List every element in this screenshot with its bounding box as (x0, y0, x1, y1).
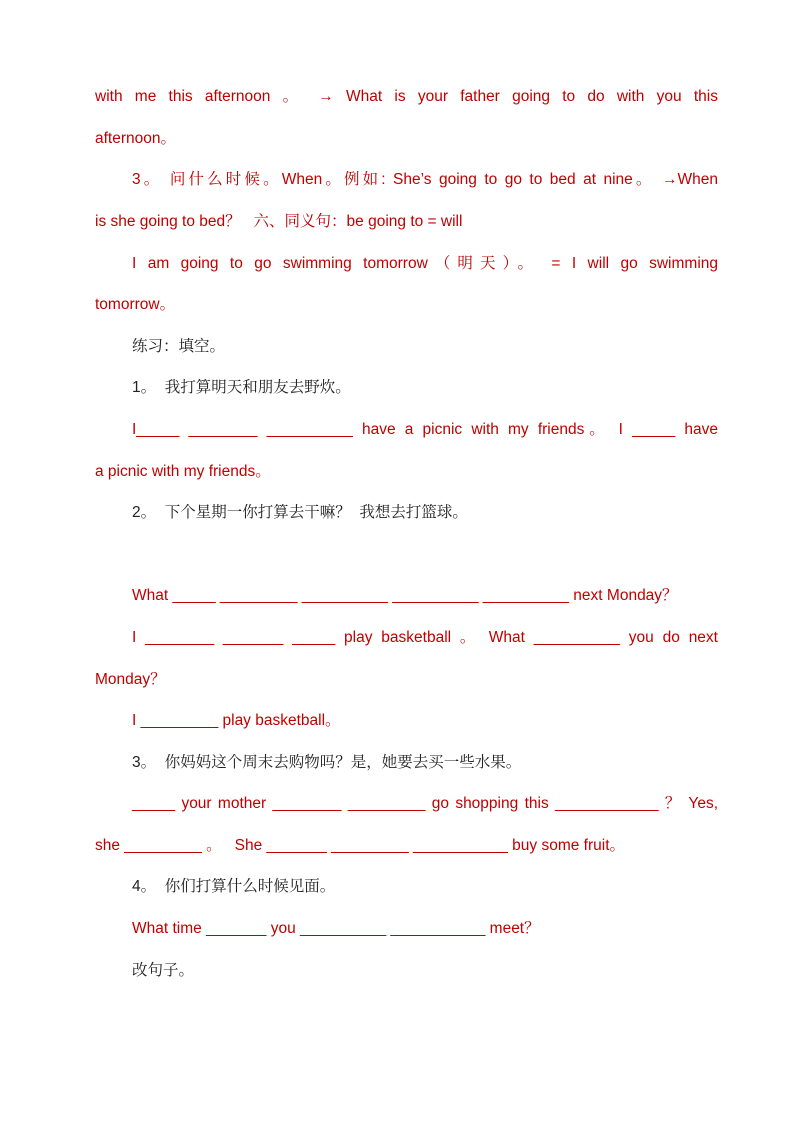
section-heading: 练习：填空。 (132, 338, 226, 355)
text-line: with me this afternoon 。 → What is your father going to do with you this (95, 88, 718, 105)
text-line: tomorrow。 (95, 296, 176, 313)
text-line: is she going to bed？ 六、同义句：be going to = will (95, 213, 463, 230)
fill-blank-line: What _____ _________ __________ __________ __________ next Monday？ (132, 587, 678, 604)
question-prompt: 4。 你们打算什么时候见面。 (132, 878, 336, 895)
question-prompt: 2。 下个星期一你打算去干嘛？ 我想去打篮球。 (132, 504, 468, 521)
question-prompt: 3。 你妈妈这个周末去购物吗？是，她要去买一些水果。 (132, 754, 522, 771)
fill-blank-line: I ________ _______ _____ play basketball 。 What __________ you do next (132, 629, 718, 646)
text-line: 3。 问什么时候。When。例如: She’s going to go to bed at nine。 →When (132, 171, 718, 188)
fill-blank-line: _____ your mother ________ _________ go shopping this ____________ ？ Yes, (132, 795, 718, 812)
fill-blank-line: Monday？ (95, 671, 166, 688)
question-prompt: 1。 我打算明天和朋友去野炊。 (132, 379, 351, 396)
fill-blank-line: I_____ ________ __________ have a picnic with my friends。 I _____ have (132, 421, 718, 438)
fill-blank-line: she _________ 。 She _______ _________ ___________ buy some fruit。 (95, 837, 626, 854)
text-line: afternoon。 (95, 130, 176, 147)
fill-blank-line: What time _______ you __________ ___________ meet？ (132, 920, 540, 937)
fill-blank-line: a picnic with my friends。 (95, 463, 271, 480)
fill-blank-line: I _________ play basketball。 (132, 712, 341, 729)
text-line: I am going to go swimming tomorrow（明天）。 = I will go swimming (132, 255, 718, 272)
section-heading: 改句子。 (132, 962, 195, 979)
